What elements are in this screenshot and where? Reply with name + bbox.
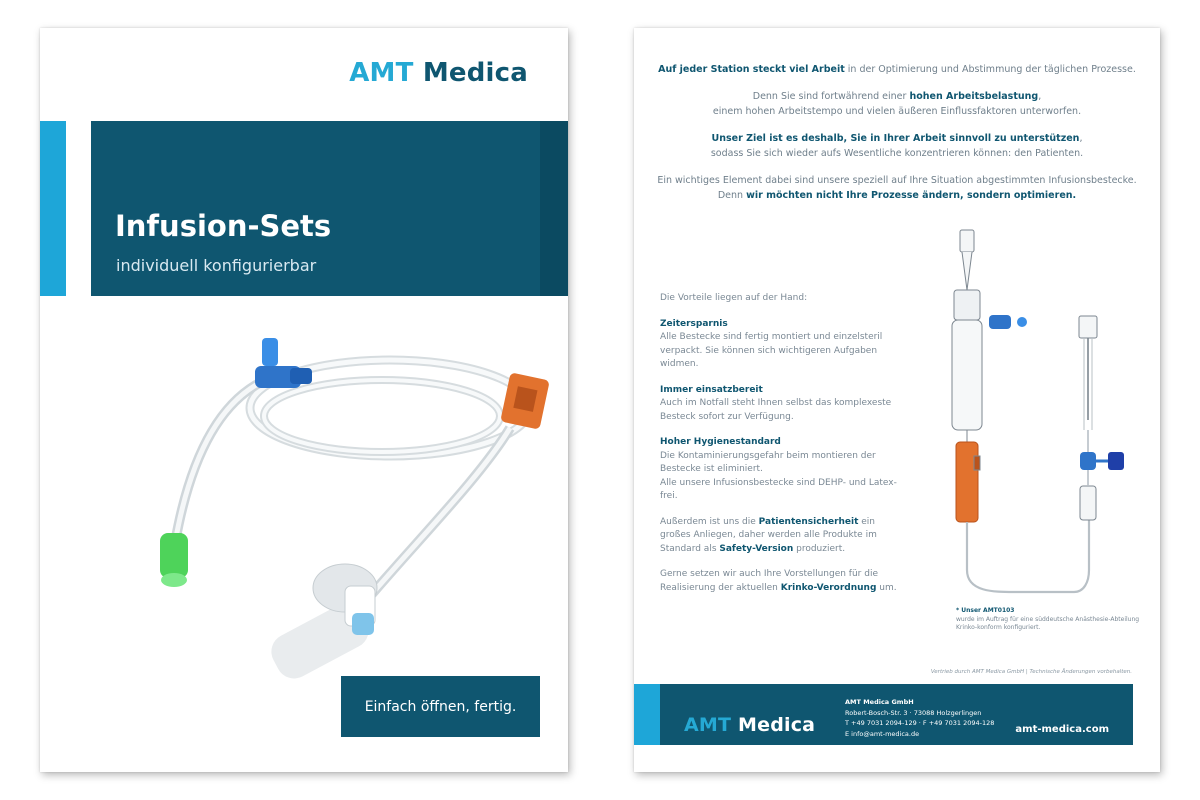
intro-3-line2: sodass Sie sich wieder aufs Wesentliche konzentrieren können: den Patienten. bbox=[710, 148, 1084, 159]
footer-brand-prefix: AMT bbox=[684, 714, 732, 736]
intro-2-bold: hohen Arbeitsbelastung bbox=[909, 91, 1039, 102]
caption-text: wurde im Auftrag für eine süddeutsche Anästhesie-Abteilung Krinko-konform konfiguriert. bbox=[956, 615, 1140, 631]
company-phone: T +49 7031 2094-129 · F +49 7031 2094-128 bbox=[845, 719, 995, 727]
hero-banner bbox=[91, 121, 540, 296]
slogan-text: Einfach öffnen, fertig. bbox=[364, 698, 517, 715]
footer-bar bbox=[660, 684, 1133, 745]
advantage-text: Auch im Notfall steht Ihnen selbst das komplexeste Besteck sofort zur Verfügung. bbox=[660, 398, 892, 422]
company-name: AMT Medica GmbH bbox=[845, 698, 914, 706]
company-address: Robert-Bosch-Str. 3 · 73088 Holzgerlingen bbox=[845, 708, 982, 717]
advantage-text: Die Kontaminierungsgefahr beim montieren der Bestecke ist eliminiert. bbox=[660, 450, 876, 474]
safety-paragraph bbox=[660, 516, 900, 557]
intro-paragraph-2 bbox=[654, 89, 1140, 119]
advantages-lead: Die Vorteile liegen auf der Hand: bbox=[660, 293, 808, 303]
advantage-title: Hoher Hygienestandard bbox=[660, 437, 781, 447]
intro-2-pre: Denn Sie sind fortwährend einer bbox=[752, 91, 910, 102]
cover-subtitle: individuell konfigurierbar bbox=[116, 256, 317, 275]
intro-1-text: in der Optimierung und Abstimmung der täglichen Prozesse. bbox=[844, 64, 1136, 75]
safety-bold-1: Patientensicherheit bbox=[758, 516, 859, 527]
intro-paragraph-4 bbox=[654, 173, 1140, 203]
contact-block bbox=[845, 697, 994, 739]
company-email: E info@amt-medica.de bbox=[845, 729, 920, 738]
accent-bar bbox=[40, 121, 66, 296]
slogan-box bbox=[341, 676, 540, 737]
caption-title: * Unser AMT0103 bbox=[956, 607, 1015, 614]
footer-brand-logo bbox=[684, 714, 815, 736]
intro-4-line1: Ein wichtiges Element dabei sind unsere speziell auf Ihre Situation abgestimmten Infusionsbestecke. bbox=[657, 175, 1137, 186]
footer-accent-bar bbox=[634, 684, 660, 745]
advantage-title: Zeitersparnis bbox=[660, 318, 728, 329]
cover-title: Infusion-Sets bbox=[115, 209, 332, 243]
infusion-set-photo bbox=[120, 318, 560, 708]
advantage-text-2: Alle unsere Infusionsbestecke sind DEHP- und Latex-frei. bbox=[660, 477, 897, 501]
intro-text bbox=[654, 62, 1140, 215]
brochure-content-page bbox=[634, 28, 1160, 772]
intro-1-bold: Auf jeder Station steckt viel Arbeit bbox=[658, 64, 845, 75]
safety-mid: ein großes Anliegen, daher werden alle Produkte im Standard als bbox=[660, 516, 877, 554]
brochure-cover-page bbox=[40, 28, 568, 772]
intro-4-pre: Denn bbox=[717, 190, 747, 201]
krinko-paragraph bbox=[660, 568, 900, 595]
footer-brand-suffix: Medica bbox=[738, 714, 816, 736]
intro-2-line2: einem hohen Arbeitstempo und vielen äußeren Einflussfaktoren unterworfen. bbox=[712, 106, 1082, 117]
intro-3-post: , bbox=[1079, 133, 1083, 144]
krinko-pre: Gerne setzen wir auch Ihre Vorstellungen für die Realisierung der aktuellen bbox=[660, 569, 878, 593]
brand-logo bbox=[349, 58, 528, 88]
infusion-set-diagram bbox=[934, 220, 1144, 610]
intro-3-bold: Unser Ziel ist es deshalb, Sie in Ihrer Arbeit sinnvoll zu unterstützen bbox=[711, 133, 1080, 144]
advantage-text: Alle Bestecke sind fertig montiert und einzelsteril verpackt. Sie können sich wichtigeren Aufgaben widmen. bbox=[660, 332, 883, 369]
website-link[interactable]: amt-medica.com bbox=[1015, 724, 1109, 735]
advantage-title: Immer einsatzbereit bbox=[660, 384, 763, 395]
intro-4-bold: wir möchten nicht Ihre Prozesse ändern, sondern optimieren. bbox=[746, 190, 1077, 201]
krinko-bold: Krinko-Verordnung bbox=[780, 582, 877, 593]
safety-bold-2: Safety-Version bbox=[719, 543, 794, 554]
intro-2-post: , bbox=[1038, 91, 1042, 102]
disclaimer: Vertrieb durch AMT Medica GmbH | Technische Änderungen vorbehalten. bbox=[930, 669, 1132, 675]
intro-paragraph-1 bbox=[654, 62, 1140, 77]
brand-prefix: AMT bbox=[349, 58, 414, 88]
intro-paragraph-3 bbox=[654, 131, 1140, 161]
krinko-post: um. bbox=[876, 582, 897, 593]
advantages-section bbox=[660, 292, 900, 607]
hero-side-strip bbox=[540, 121, 568, 296]
brand-suffix: Medica bbox=[422, 58, 528, 88]
safety-post: produziert. bbox=[793, 543, 846, 554]
diagram-caption bbox=[956, 607, 1146, 633]
safety-pre: Außerdem ist uns die bbox=[660, 516, 759, 527]
